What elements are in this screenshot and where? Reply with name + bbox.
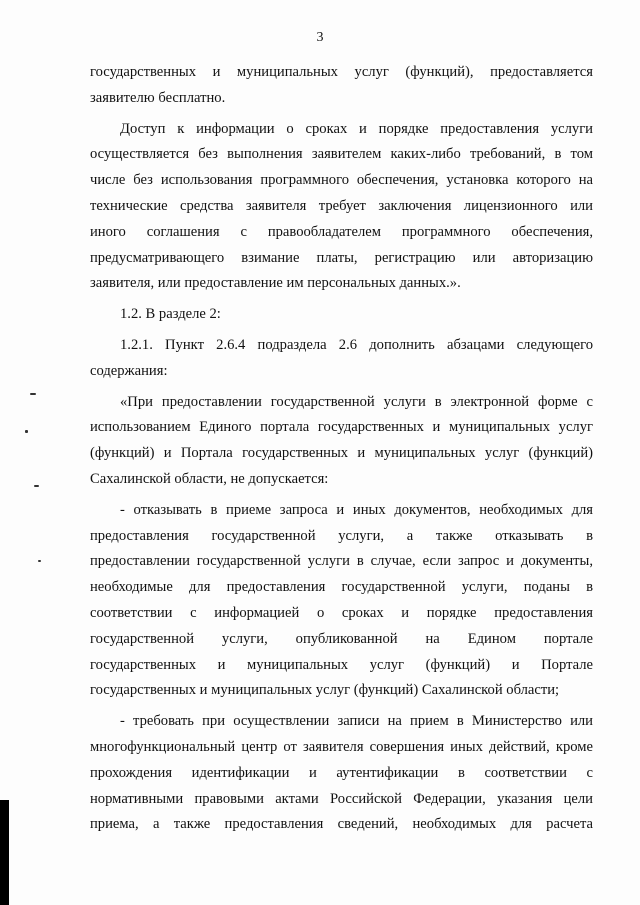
scan-speck — [38, 560, 41, 562]
paragraph — [90, 117, 593, 298]
text-line: государственных и муниципальных услуг (функций) и Портале — [90, 656, 593, 673]
text-line: необходимые для предоставления государственной услуги, поданы в — [90, 579, 593, 596]
text-line: (функций) и Портала государственных и муниципальных услуг (функций) — [90, 445, 593, 462]
text-line: государственных и муниципальных услуг (функций), предоставляется — [90, 64, 593, 80]
paragraph — [90, 498, 593, 704]
text-line: - отказывать в приеме запроса и иных документов, необходимых для — [120, 501, 593, 518]
text-line: нормативными правовыми актами Российской Федерации, указания цели — [90, 790, 593, 807]
text-line: иного соглашения с правообладателем программного обеспечения, — [90, 223, 593, 240]
text-line: государственной услуги, опубликованной на Едином портале — [90, 630, 593, 647]
text-line: 1.2. В разделе 2: — [120, 306, 221, 323]
text-line: технические средства заявителя требует заключения лицензионного или — [90, 197, 593, 214]
text-line: использованием Единого портала государственных и муниципальных услуг — [90, 419, 593, 436]
scan-speck — [30, 393, 36, 395]
scan-speck — [34, 485, 39, 487]
text-line: числе без использования программного обеспечения, установка которого на — [90, 172, 593, 189]
document-body — [90, 60, 593, 843]
text-line: осуществляется без выполнения заявителем каких-либо требований, в том — [90, 146, 593, 163]
text-line: государственных и муниципальных услуг (функций) Сахалинской области; — [90, 682, 560, 699]
text-line: заявителю бесплатно. — [90, 89, 226, 106]
text-line: - требовать при осуществлении записи на прием в Министерство или — [120, 713, 593, 730]
text-line: Сахалинской области, не допускается: — [90, 470, 329, 487]
text-line: предоставления государственной услуги, а также отказывать в — [90, 527, 593, 544]
text-line: соответствии с информацией о сроках и порядке предоставления — [90, 604, 593, 621]
paragraph — [90, 60, 593, 112]
paragraph — [90, 302, 593, 328]
text-line: приема, а также предоставления сведений, необходимых для расчета — [90, 816, 593, 833]
text-line: заявителя, или предоставление им персональных данных.». — [90, 275, 461, 292]
text-line: Доступ к информации о сроках и порядке предоставления услуги — [120, 120, 593, 137]
text-line: предоставлении государственной услуги в случае, если запрос и документы, — [90, 553, 593, 570]
scan-speck — [25, 430, 28, 433]
scan-edge-shadow — [0, 800, 9, 905]
page-number: 3 — [316, 30, 324, 45]
text-line: содержания: — [90, 362, 168, 379]
text-line: многофункциональный центр от заявителя совершения иных действий, кроме — [90, 738, 593, 755]
paragraph — [90, 390, 593, 493]
text-line: предусматривающего взимание платы, регистрацию или авторизацию — [90, 249, 593, 266]
text-line: «При предоставлении государственной услуги в электронной форме с — [120, 393, 593, 410]
text-line: прохождения идентификации и аутентификации в соответствии с — [90, 764, 593, 781]
paragraph — [90, 709, 593, 838]
text-line: 1.2.1. Пункт 2.6.4 подраздела 2.6 дополнить абзацами следующего — [120, 336, 593, 353]
paragraph — [90, 333, 593, 385]
